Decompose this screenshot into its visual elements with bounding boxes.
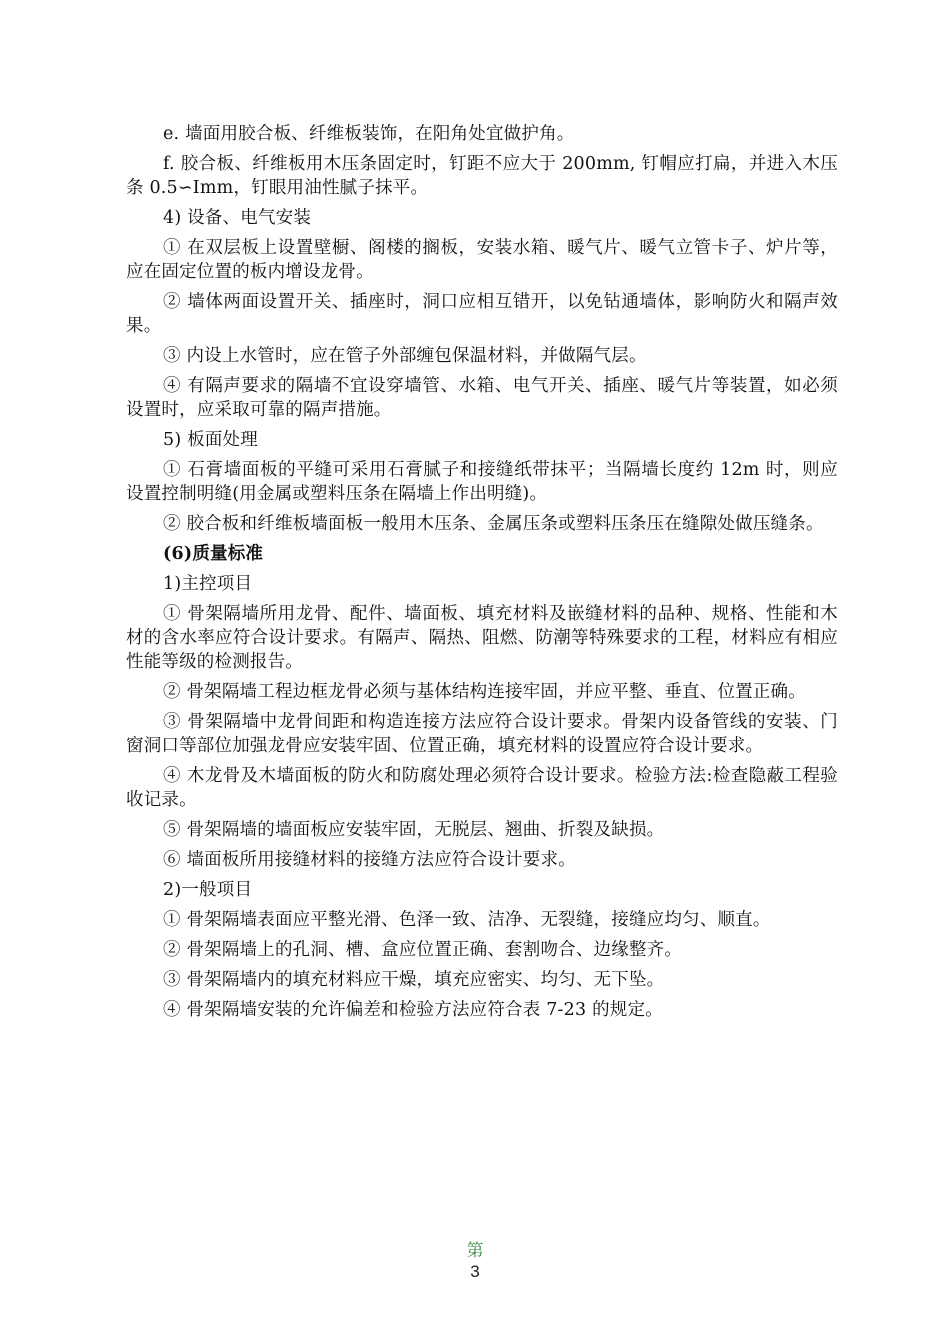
paragraph-equipment-2: ② 墙体两面设置开关、插座时，洞口应相互错开，以免钻通墙体，影响防火和隔声效果。 <box>126 292 838 336</box>
paragraph-equipment-3: ③ 内设上水管时，应在管子外部缠包保温材料，并做隔气层。 <box>163 346 647 366</box>
paragraph-main-4: ④ 木龙骨及木墙面板的防火和防腐处理必须符合设计要求。检验方法:检查隐蔽工程验收记录。 <box>126 766 838 810</box>
paragraph-board-1: ① 石膏墙面板的平缝可采用石膏腻子和接缝纸带抹平；当隔墙长度约 12m 时，则应设置控制明缝(用金属或塑料压条在隔墙上作出明缝)。 <box>126 460 838 504</box>
paragraph-main-5: ⑤ 骨架隔墙的墙面板应安装牢固，无脱层、翘曲、折裂及缺损。 <box>163 820 665 840</box>
footer-page-label: 第 <box>466 1241 484 1261</box>
heading-quality-standard: (6)质量标准 <box>163 544 264 564</box>
footer-page-number: 3 <box>470 1262 480 1281</box>
paragraph-main-2: ② 骨架隔墙工程边框龙骨必须与基体结构连接牢固，并应平整、垂直、位置正确。 <box>163 682 806 702</box>
paragraph-equipment-1: ① 在双层板上设置壁橱、阁楼的搁板，安装水箱、暖气片、暖气立管卡子、炉片等，应在固定位置的板内增设龙骨。 <box>126 238 838 282</box>
paragraph-batten-fixing: f. 胶合板、纤维板用木压条固定时，钉距不应大于 200mm, 钉帽应打扁，并进入木压条 0.5∽Imm，钉眼用油性腻子抹平。 <box>126 154 838 198</box>
heading-equipment-electrical: 4) 设备、电气安装 <box>163 208 312 228</box>
paragraph-equipment-4: ④ 有隔声要求的隔墙不宜设穿墙管、水箱、电气开关、插座、暖气片等装置，如必须设置时，应采取可靠的隔声措施。 <box>126 376 838 420</box>
heading-main-control-items: 1)主控项目 <box>163 574 253 594</box>
heading-general-items: 2)一般项目 <box>163 880 253 900</box>
document-body <box>126 122 838 1028</box>
paragraph-wall-decoration: e. 墙面用胶合板、纤维板装饰，在阳角处宜做护角。 <box>163 124 575 144</box>
paragraph-board-2: ② 胶合板和纤维板墙面板一般用木压条、金属压条或塑料压条压在缝隙处做压缝条。 <box>163 514 824 534</box>
paragraph-general-2: ② 骨架隔墙上的孔洞、槽、盒应位置正确、套割吻合、边缘整齐。 <box>163 940 683 960</box>
paragraph-general-3: ③ 骨架隔墙内的填充材料应干燥，填充应密实、均匀、无下坠。 <box>163 970 665 990</box>
paragraph-main-3: ③ 骨架隔墙中龙骨间距和构造连接方法应符合设计要求。骨架内设备管线的安装、门窗洞口等部位加强龙骨应安装牢固、位置正确，填充材料的设置应符合设计要求。 <box>126 712 838 756</box>
heading-board-treatment: 5) 板面处理 <box>163 430 258 450</box>
paragraph-general-4: ④ 骨架隔墙安装的允许偏差和检验方法应符合表 7-23 的规定。 <box>163 1000 663 1020</box>
paragraph-main-6: ⑥ 墙面板所用接缝材料的接缝方法应符合设计要求。 <box>163 850 576 870</box>
paragraph-main-1: ① 骨架隔墙所用龙骨、配件、墙面板、填充材料及嵌缝材料的品种、规格、性能和木材的含水率应符合设计要求。有隔声、隔热、阻燃、防潮等特殊要求的工程，材料应有相应性能等级的检测报告。 <box>126 604 838 672</box>
paragraph-general-1: ① 骨架隔墙表面应平整光滑、色泽一致、洁净、无裂缝，接缝应均匀、顺直。 <box>163 910 771 930</box>
